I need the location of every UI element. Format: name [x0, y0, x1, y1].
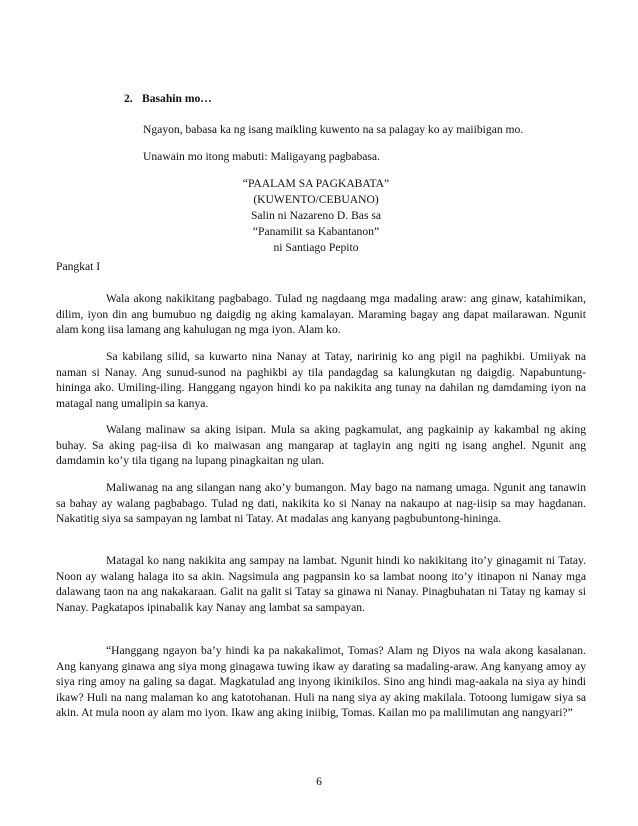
story-title-block [180, 176, 452, 256]
section-title: Basahin mo… [142, 92, 212, 105]
paragraph-6 [56, 643, 586, 721]
section-heading [124, 91, 212, 107]
paragraph-text: Wala akong nakikitang pagbabago. Tulad ng nagdaang mga madaling araw: ang ginaw, katahimikan, dilim, iyon din ang bumubuo ng daigdig ng aking kamalayan. Maraming bagay ang dapat mailarawan. Ngunit alam kong iisa lamang ang kahulugan ng mga iyon. Alam ko. [56, 292, 586, 337]
story-translator: Salin ni Nazareno D. Bas sa [250, 209, 382, 222]
paragraph-5 [56, 553, 586, 615]
section-number: 2. [124, 92, 133, 105]
paragraph-text: Matagal ko nang nakikita ang sampay na lambat. Ngunit hindi ko nakikitang ito’y ginagamit ni Tatay. Noon ay walang halaga ito sa akin. Nagsimula ang pagpansin ko sa lambat noong ito’y itinapon ni Nanay mga dalawang taon na ang nakakaraan. Galit na galit si Tatay sa ginawa ni Nanay. Pinagbuhatan ni Tatay ng kamay si Nanay. Pagkatapos ipinabalik kay Nanay ang lambat sa sampayan. [56, 554, 586, 614]
story-author: ni Santiago Pepito [273, 241, 359, 254]
paragraph-3 [56, 422, 586, 469]
paragraph-text: Sa kabilang silid, sa kuwarto nina Nanay at Tatay, naririnig ko ang pigil na paghikbi. Umiiyak na naman si Nanay. Ang sunud-sunod na paghikbi ay tila pandagdag sa kalungkutan ng daigdig. Napabuntung-hininga ako. Umiling-iling. Hanggang ngayon hindi ko pa nakikita ang tunay na dahilan ng damdaming iyon na matagal nang umalipin sa kanya. [56, 350, 586, 410]
paragraph-2 [56, 349, 586, 411]
paragraph-text: “Hanggang ngayon ba’y hindi ka pa nakakalimot, Tomas? Alam ng Diyos na wala akong kasalanan. Ang kanyang ginawa ang siya mong ginagawa tuwing ikaw ay darating sa madaling-araw. Ang kanyang amoy ay siya ring amoy na galing sa dagat. Magkatulad ang inyong ikinikilos. Sino ang hindi mag-aakala na siya ay hindi ikaw? Huli na nang malaman ko ang katotohanan. Huli na nang siya ay aking makilala. Totoong lumigaw siya sa akin. At mula noon ay alam mo iyon. Ikaw ang aking iniibig, Tomas. Kailan mo pa malilimutan ang nangyari?” [56, 644, 586, 720]
paragraph-text: Walang malinaw sa aking isipan. Mula sa aking pagkamulat, ang pagkainip ay kakambal ng aking buhay. Sa aking pag-iisa di ko maiwasan ang mangarap at taglayin ang ngiti ng isang anghel. Ngunit ang damdamin ko’y tila tigang na lupang pinagkaitan ng ulan. [56, 423, 586, 468]
story-title: “PAALAM SA PAGKABATA” [242, 177, 390, 190]
instruction-2: Unawain mo itong mabuti: Maligayang pagbabasa. [143, 150, 380, 163]
pangkat-label: Pangkat I [56, 260, 101, 273]
story-source: “Panamilit sa Kabantanon” [252, 225, 380, 238]
page-number: 6 [316, 775, 322, 788]
paragraph-4 [56, 480, 586, 527]
story-subtitle: (KUWENTO/CEBUANO) [253, 193, 379, 206]
paragraph-1 [56, 291, 586, 338]
instruction-1: Ngayon, babasa ka ng isang maikling kuwento na sa palagay ko ay maiibigan mo. [143, 123, 524, 136]
paragraph-text: Maliwanag na ang silangan nang ako’y bumangon. May bago na namang umaga. Ngunit ang tanawin sa bahay ay walang pagbabago. Tulad ng dati, nakikita ko si Nanay na nakaupo at nag-iisip sa may hagdanan. Nakatitig siya sa sampayan ng lambat ni Tatay. At madalas ang kanyang pagbubuntong-hininga. [56, 481, 586, 526]
